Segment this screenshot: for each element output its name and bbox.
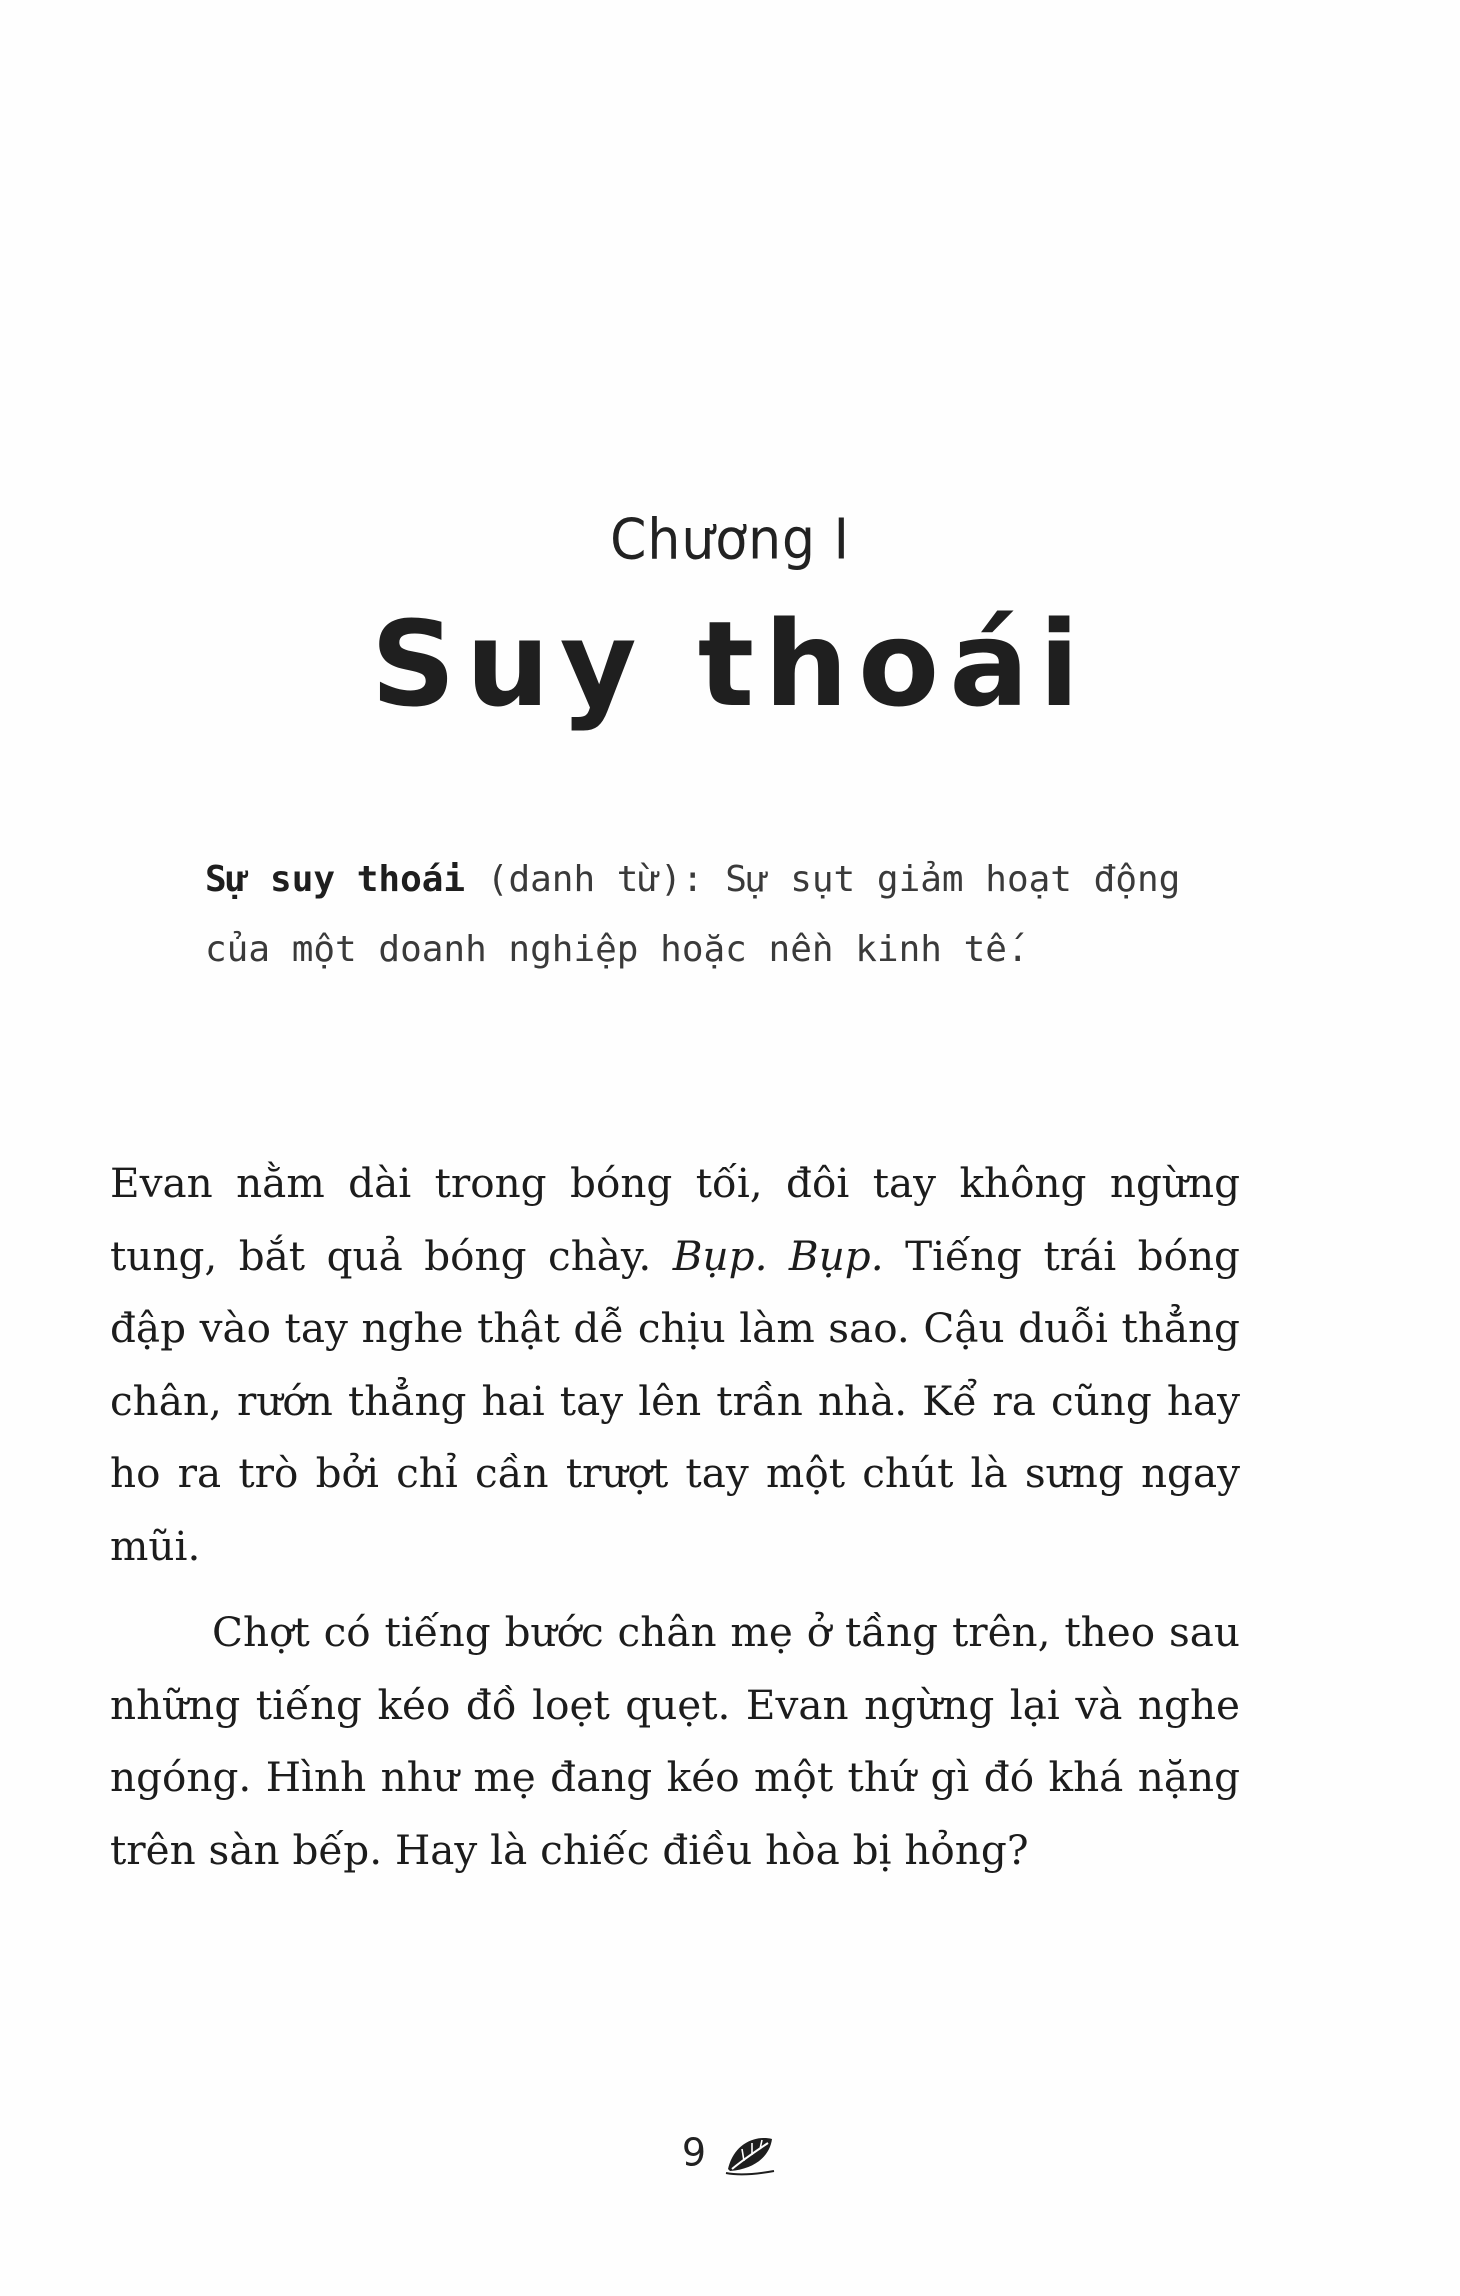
paragraph-1 bbox=[110, 1147, 1240, 1582]
chapter-title: Suy thoái bbox=[370, 595, 1090, 733]
paragraph-1-start: Evan nằm dài trong bóng tối, đôi tay không ngừng tung, bắt quả bóng chày. bbox=[110, 1159, 1240, 1280]
page-number: 9 bbox=[681, 2130, 707, 2175]
definition-part-of-speech: (danh từ): bbox=[465, 859, 726, 900]
paragraph-1-end: Tiếng trái bóng đập vào tay nghe thật dễ chịu làm sao. Cậu duỗi thẳng chân, rướn thẳng hai tay lên trần nhà. Kể ra cũng hay ho ra trò bởi chỉ cần trượt tay một chút là sưng ngay mũi. bbox=[110, 1231, 1240, 1570]
leaf-icon bbox=[722, 2129, 778, 2177]
definition-term: Sự suy thoái bbox=[205, 859, 466, 900]
page-footer bbox=[0, 2128, 1460, 2177]
paragraph-1-italic: Bụp. Bụp. bbox=[672, 1231, 884, 1280]
definition-meaning: Sự sụt giảm hoạt động của một doanh nghiệp hoặc nền kinh tế. bbox=[205, 859, 1181, 970]
chapter-label: Chương I bbox=[610, 507, 850, 573]
body-text bbox=[110, 1147, 1240, 1886]
paragraph-2: Chợt có tiếng bước chân mẹ ở tầng trên, theo sau những tiếng kéo đồ loẹt quẹt. Evan ngừng lại và nghe ngóng. Hình như mẹ đang kéo một thứ gì đó khá nặng trên sàn bếp. Hay là chiếc điều hòa bị hỏng? bbox=[110, 1608, 1240, 1874]
definition-block bbox=[205, 845, 1215, 985]
